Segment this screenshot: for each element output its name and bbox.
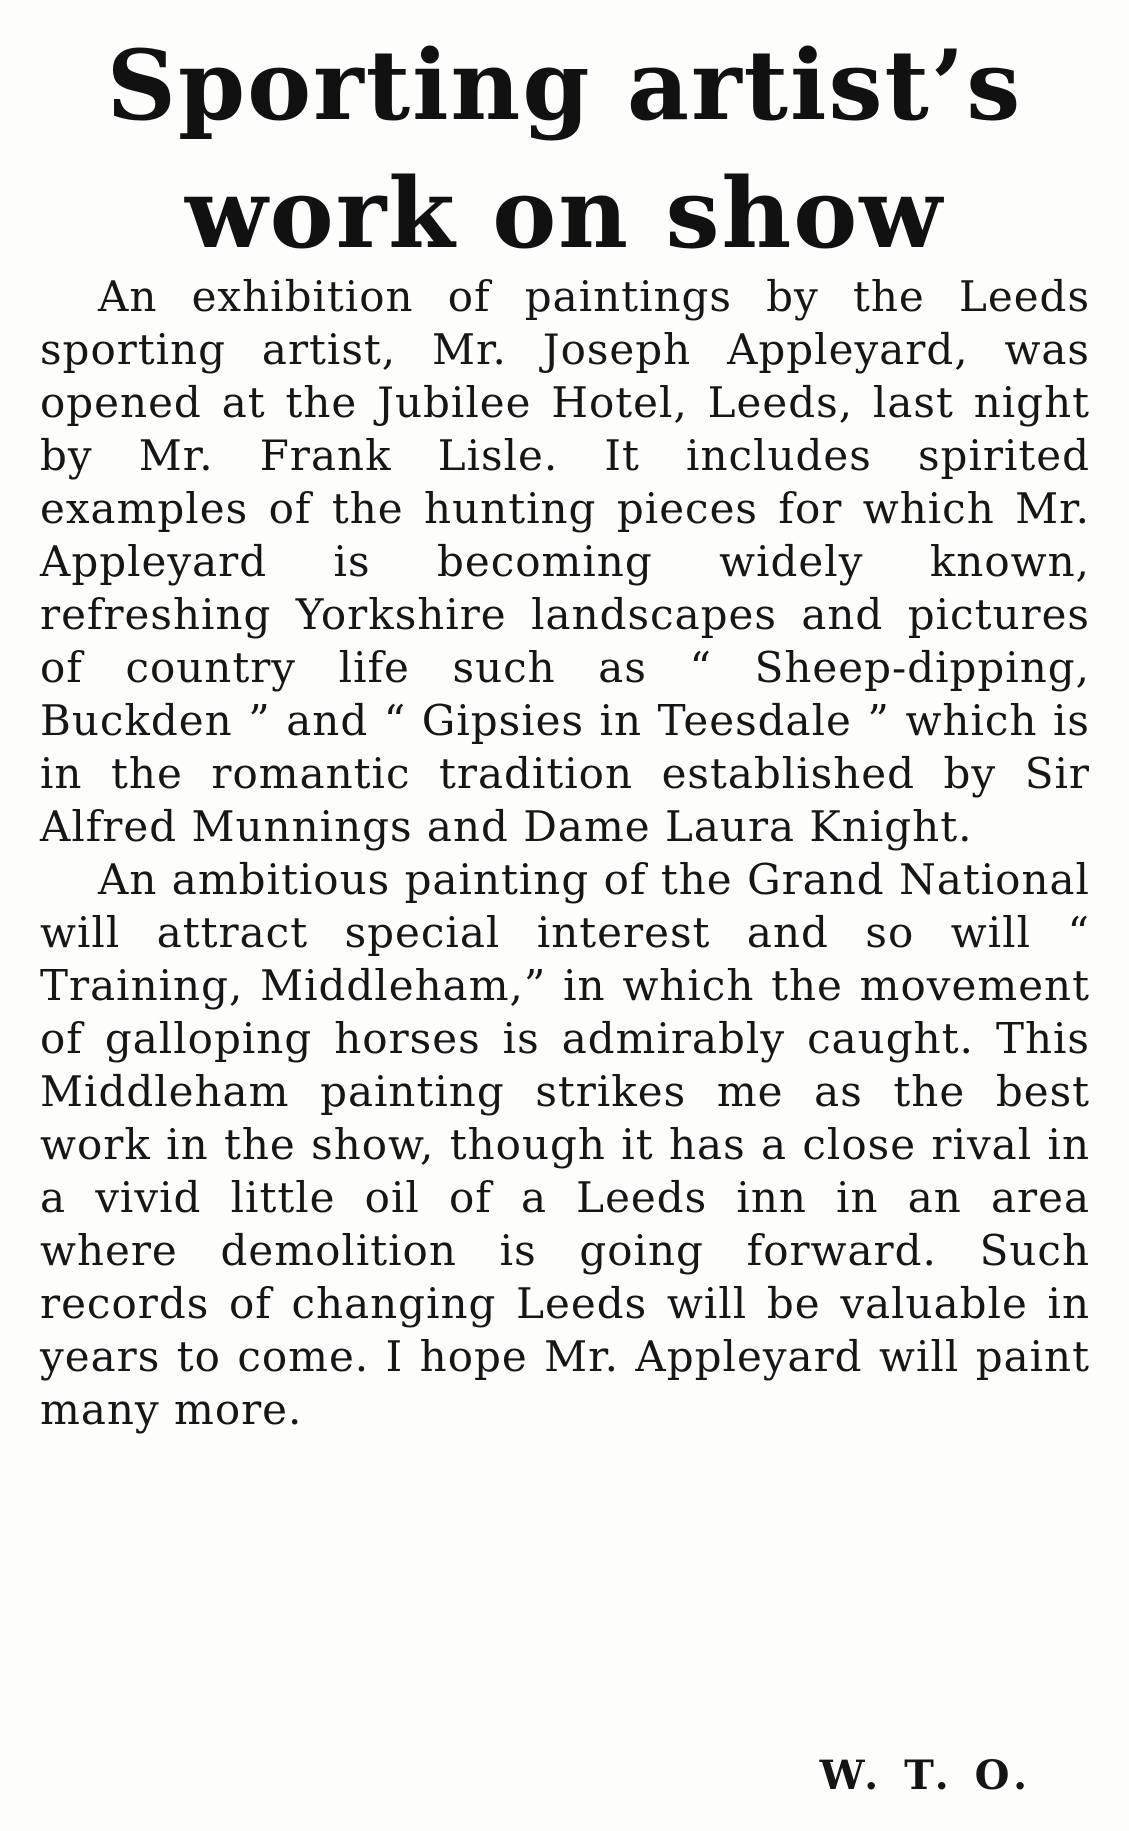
headline-line-1: Sporting artist’s <box>106 29 1023 142</box>
headline <box>0 22 1129 278</box>
paragraph-2: An ambitious painting of the Grand National will attract special interest and so will “ Training, Middleham,” in which the movement of galloping horses is admirably caught. This Middleham painting strikes me as the best work in the show, though it has a close rival in a vivid little oil of a Leeds inn in an area where demolition is going forward. Such records of changing Leeds will be valuable in years to come. I hope Mr. Appleyard will paint many more. <box>40 855 1090 1434</box>
paragraph-1: An exhibition of paintings by the Leeds sporting artist, Mr. Joseph Appleyard, was opened at the Jubilee Hotel, Leeds, last night by Mr. Frank Lisle. It includes spirited examples of the hunting pieces for which Mr. Appleyard is becoming widely known, refreshing Yorkshire landscapes and pictures of country life such as “ Sheep-dipping, Buckden ” and “ Gipsies in Teesdale ” which is in the romantic tradition established by Sir Alfred Munnings and Dame Laura Knight. <box>40 272 1090 851</box>
author-initials: W. T. O. <box>819 1752 1033 1799</box>
headline-line-2: work on show <box>185 157 944 270</box>
article-body <box>40 270 1090 1436</box>
